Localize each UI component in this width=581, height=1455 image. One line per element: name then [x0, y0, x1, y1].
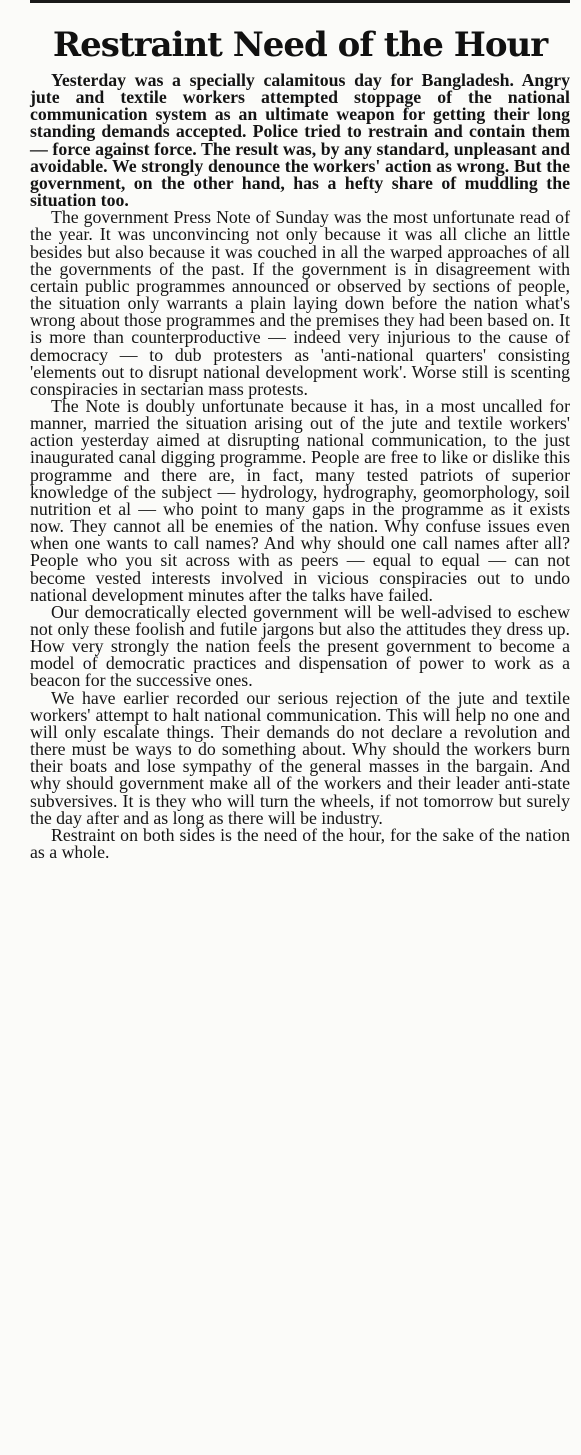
paragraph-1: Yesterday was a specially calamitous day for Bangladesh. Angry jute and textile workers attempted stoppage of the national communication system as an ultimate weapon for getting their long standing demands accepted. Police tried to restrain and contain them — force against force. The result was, by any standard, unpleasant and avoidable. We strongly denounce the workers' action as wrong. But the government, on the other hand, has a hefty share of muddling the situation too.: [30, 70, 570, 211]
headline: Restraint Need of the Hour: [52, 25, 548, 65]
paragraph-6: Restraint on both sides is the need of the hour, for the sake of the nation as a whole.: [30, 824, 570, 863]
paragraph-5: We have earlier recorded our serious rejection of the jute and textile workers' attempt to halt national communication. This will help no one and will only escalate things. Their demands do not declare a revolution and there must be ways to do something about. Why should the workers burn their boats and lose sympathy of the general masses in the bargain. And why should government make all of the workers and their leader anti-state subversives. It is they who will turn the wheels, if not tomorrow but surely the day after and as long as there will be industry.: [30, 687, 570, 828]
paragraph-4: Our democratically elected government will be well-advised to eschew not only these foolish and futile jargons but also the attitudes they dress up. How very strongly the nation feels the present government to become a model of democratic practices and dispensation of power to work as a beacon for the successive ones.: [30, 601, 570, 691]
editorial-body: [30, 72, 570, 861]
paragraph-2: The government Press Note of Sunday was the most unfortunate read of the year. It was unconvincing not only because it was all cliche an little besides but also because it was couched in all the warped approaches of all the governments of the past. If the government is in disagreement with certain public programmes announced or observed by sections of people, the situation only warrants a plain laying down before the nation what's wrong about those programmes and the premises they had been based on. It is more than counterproductive — indeed very injurious to the cause of democracy — to dub protesters as 'anti-national quarters' consisting 'elements out to disrupt national development work'. Worse still is scenting conspiracies in sectarian mass protests.: [30, 207, 570, 399]
top-rule: [30, 0, 570, 3]
paragraph-3: The Note is doubly unfortunate because it has, in a most uncalled for manner, married the situation arising out of the jute and textile workers' action yesterday aimed at disrupting national communication, to the just inaugurated canal digging programme. People are free to like or dislike this programme and there are, in fact, many tested patriots of superior knowledge of the subject — hydrology, hydrography, geomorphology, soil nutrition et al — who point to many gaps in the programme as it exists now. They cannot all be enemies of the nation. Why confuse issues even when one wants to call names? And why should one call names after all? People who you sit across with as peers — equal to equal — can not become vested interests involved in vicious conspiracies out to undo national development minutes after the talks have failed.: [30, 395, 570, 605]
